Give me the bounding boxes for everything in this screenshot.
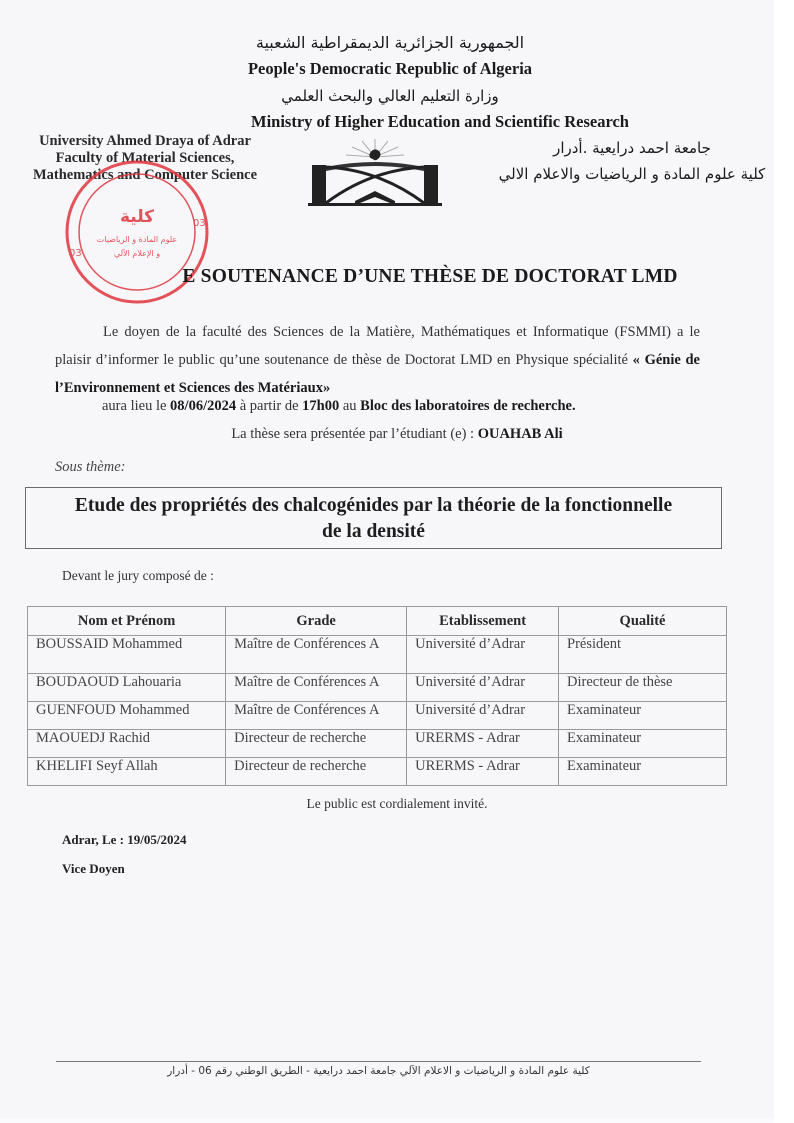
thesis-theme-line2: de la densité <box>322 521 425 542</box>
table-row <box>28 674 727 702</box>
cell-etablissement: URERMS - Adrar <box>407 730 559 758</box>
logo-africa-map <box>369 149 380 160</box>
ministry-english: Ministry of Higher Education and Scientific Research <box>251 112 629 131</box>
cell-nom: BOUSSAID Mohammed <box>28 636 226 674</box>
cell-grade: Maître de Conférences A <box>226 674 407 702</box>
university-block-arabic <box>472 135 792 187</box>
university-name-english: University Ahmed Draya of Adrar <box>39 133 251 149</box>
republic-arabic: الجمهورية الجزائرية الديمقراطية الشعبية <box>255 33 525 52</box>
svg-text:03: 03 <box>69 248 82 259</box>
public-invitation: Le public est cordialement invité. <box>306 796 488 811</box>
speciality: « Génie de l’Environnement et Sciences des Matériaux» <box>55 352 700 396</box>
intro-text: Le doyen de la faculté des Sciences de la Matière, Mathématiques et Informatique (FSMMI) a le plaisir d’informer le public qu’une soutenance de thèse de Doctorat LMD en Physique spécialité <box>55 324 700 368</box>
header-etablissement: Etablissement <box>407 607 559 636</box>
thesis-theme-box <box>25 487 722 549</box>
cell-etablissement: Université d’Adrar <box>407 674 559 702</box>
signatory-title: Vice Doyen <box>62 861 125 876</box>
defense-time: 17h00 <box>302 398 340 414</box>
faculty-line2-english: Mathematics and Computer Science <box>32 167 258 183</box>
cell-qualite: Examinateur <box>559 758 727 786</box>
thesis-theme-line1: Etude des propriétés des chalcogénides par la théorie de la fonctionnelle <box>74 495 673 516</box>
university-name-arabic: جامعة احمد درايعية .أدرار <box>553 139 711 157</box>
sous-theme-label: Sous thème: <box>55 459 126 475</box>
defense-date: 08/06/2024 <box>170 398 237 414</box>
cell-nom: GUENFOUD Mohammed <box>28 702 226 730</box>
cell-grade: Maître de Conférences A <box>226 702 407 730</box>
faculty-line1-english: Faculty of Material Sciences, <box>55 150 235 166</box>
cell-qualite: Examinateur <box>559 702 727 730</box>
defense-location: Bloc des laboratoires de recherche. <box>360 398 576 414</box>
cell-nom: BOUDAOUD Lahouaria <box>28 674 226 702</box>
logo-left-tower <box>312 165 326 203</box>
cell-grade: Maître de Conférences A <box>226 636 407 674</box>
presenter-prefix: La thèse sera présentée par l’étudiant (e) : <box>231 426 478 442</box>
place-and-date: Adrar, Le : 19/05/2024 <box>62 832 187 847</box>
schedule-prefix: aura lieu le <box>102 398 171 414</box>
header-nom: Nom et Prénom <box>28 607 226 636</box>
stamp-text-inner: علوم المادة و الرياضيات <box>96 235 178 244</box>
schedule-at: au <box>339 398 361 414</box>
presenter-line <box>0 426 794 443</box>
cell-qualite: Président <box>559 636 727 674</box>
student-name: OUAHAB Ali <box>477 426 563 442</box>
ministry-arabic: وزارة التعليم العالي والبحث العلمي <box>281 87 499 105</box>
announcement-title: E SOUTENANCE D’UNE THÈSE DE DOCTORAT LMD <box>182 266 678 287</box>
faculty-name-arabic: كلية علوم المادة و الرياضيات والاعلام الالي <box>498 165 766 183</box>
cell-qualite: Directeur de thèse <box>559 674 727 702</box>
intro-paragraph <box>55 318 700 402</box>
table-row <box>28 730 727 758</box>
table-row <box>28 636 727 674</box>
stamp-number: 03 <box>193 218 206 229</box>
schedule-line <box>102 398 576 415</box>
cell-qualite: Examinateur <box>559 730 727 758</box>
logo-right-tower <box>424 165 438 203</box>
jury-table-header <box>28 607 727 636</box>
cell-etablissement: Université d’Adrar <box>407 702 559 730</box>
cell-grade: Directeur de recherche <box>226 730 407 758</box>
jury-table <box>27 606 727 786</box>
logo-open-book <box>355 191 395 205</box>
republic-english: People's Democratic Republic of Algeria <box>247 59 533 78</box>
footer-address: كلية علوم المادة و الرياضيات و الاعلام الآلي جامعة احمد درايعية - الطريق الوطني رقم 06 - أدرار <box>167 1065 590 1077</box>
cell-nom: KHELIFI Seyf Allah <box>28 758 226 786</box>
cell-nom: MAOUEDJ Rachid <box>28 730 226 758</box>
svg-text:و الإعلام الآلي: و الإعلام الآلي <box>113 249 161 258</box>
header-qualite: Qualité <box>559 607 727 636</box>
cell-etablissement: Université d’Adrar <box>407 636 559 674</box>
schedule-from: à partir de <box>236 398 303 414</box>
table-row <box>28 758 727 786</box>
cell-etablissement: URERMS - Adrar <box>407 758 559 786</box>
university-logo <box>300 135 450 215</box>
cell-grade: Directeur de recherche <box>226 758 407 786</box>
header-grade: Grade <box>226 607 407 636</box>
jury-intro: Devant le jury composé de : <box>62 568 214 583</box>
stamp-text-center: كلية <box>119 207 155 227</box>
footer-divider <box>56 1061 701 1062</box>
table-row <box>28 702 727 730</box>
